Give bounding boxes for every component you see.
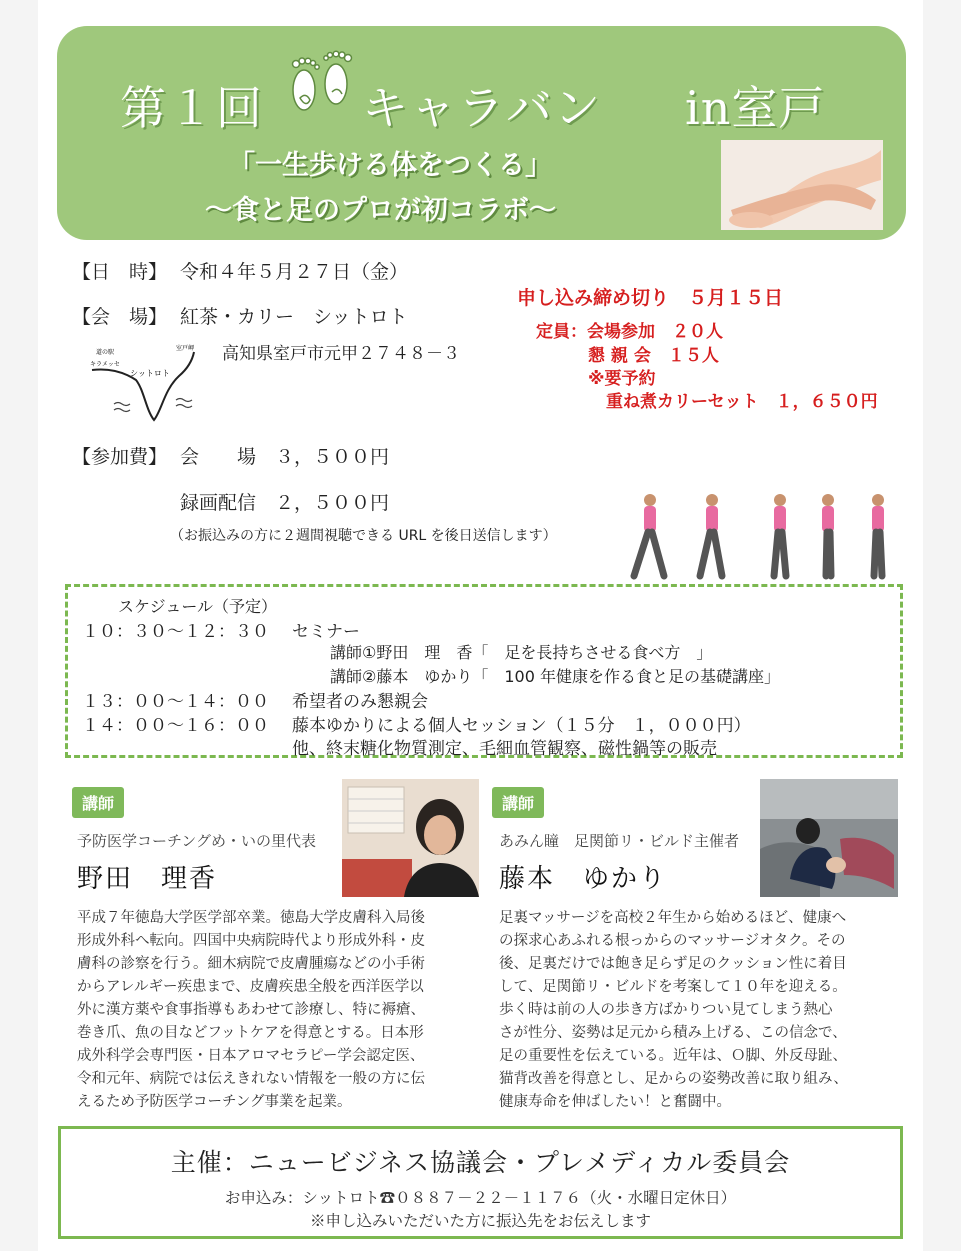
bio-line: 足の重要性を伝えている。近年は、Ｏ脚、外反母趾、 [499,1048,847,1064]
map-label-c: 室戸岬 [176,345,195,352]
lecturer-tag-1: 講師 [72,787,124,818]
organizer-box [58,1126,903,1239]
bio-line: 成外科学会専門医・日本アロマセラピー学会認定医、 [77,1048,425,1064]
bio-line: 外に漢方薬や食事指導もあわせて診療し、特に褥瘡、 [77,1002,425,1018]
bio-line: 歩く時は前の人の歩き方ばかりつい見てしまう熱心 [499,1002,833,1018]
lecturer-1-photo [342,779,479,897]
title-caravan: キャラバン [362,81,602,135]
bio-line: して、足関節リ・ビルドを考案して１０年を迎える。 [499,979,847,995]
subtitle-line-1: 「一生歩ける体をつくる」 [228,150,552,181]
schedule-heading: スケジュール（予定） [118,597,278,616]
bio-line: 後、足裏だけでは飽き足らず足のクッション性に着目 [499,956,847,972]
bio-line: 巻き爪、魚の目などフットケアを得意とする。日本形 [77,1025,424,1041]
capacity-party: 懇 親 会 １５人 [588,346,719,366]
fee-note: （お振込みの方に２週間視聴できる URL を後日送信します） [170,528,557,544]
bio-line: 令和元年、病院では伝えきれない情報を一般の方に伝 [77,1071,425,1087]
title-location: in室戸 [685,81,826,135]
bio-line: からアレルギー疾患まで、皮膚疾患全般を西洋医学以 [77,979,424,995]
bio-line: 足裏マッサージを高校２年生から始めるほど、健康へ [499,910,847,926]
bio-line: 形成外科へ転向。四国中央病院時代より形成外科・皮 [77,933,425,949]
contact-line: お申込み：シットロト☎０８８７－２２－１１７６（火・水曜日定休日） [224,1189,737,1207]
venue-label: 【会 場】 [72,306,168,328]
venue-value: 紅茶・カリー シットロト [180,306,408,328]
schedule-time-2: １３：００～１４：００ [82,692,269,712]
map-label-a: 道の駅 [96,349,115,356]
bio-line: の探求心あふれる根っからのマッサージオタク。その [499,933,846,949]
lecturer-1-bio [77,907,425,1114]
lecturer-1-role: 予防医学コーチングめ・いの里代表 [77,832,316,850]
curry-set-price: 重ね煮カリーセット １，６５０円 [606,392,878,412]
bio-line: 猫背改善を得意とし、足からの姿勢改善に取り組み、 [499,1071,848,1087]
schedule-lecturer-2: 講師②藤本 ゆかり「 100 年健康を作る食と足の基礎講座」 [330,667,780,686]
schedule-time-1: １０：３０～１２：３０ [82,622,269,642]
bio-line: えるため予防医学コーチング事業を起業。 [77,1094,352,1110]
schedule-item-1: セミナー [292,622,360,642]
subtitle-line-2: ～食と足のプロが初コラボ～ [205,195,556,226]
venue-map [84,340,206,424]
map-label-b: キラメッセ [90,361,120,368]
lecturer-2-name: 藤本 ゆかり [499,864,668,894]
lecturer-2-bio [499,907,848,1114]
deadline-text: 申し込み締め切り ５月１５日 [517,287,784,309]
bio-line: 膚科の診察を行う。細木病院で皮膚腫瘍などの小手術 [77,956,425,972]
walking-figures [612,490,910,585]
schedule-item-2: 希望者のみ懇親会 [292,692,428,712]
schedule-item-3: 藤本ゆかりによる個人セッション（１５分 １，０００円） [292,716,751,736]
capacity-venue: 定員：会場参加 ２０人 [536,322,723,342]
fee-venue: 会 場 ３，５００円 [180,446,390,468]
legs-photo [721,140,883,230]
title-number: 第１回 [120,81,264,135]
map-label-d: シットロト [130,369,170,378]
date-label: 【日 時】 [72,261,168,283]
lecturer-tag-2: 講師 [492,787,544,818]
schedule-lecturer-1: 講師①野田 理 香「 足を長持ちさせる食べ方 」 [330,643,713,662]
bio-line: 平成７年徳島大学医学部卒業。徳島大学皮膚科入局後 [77,910,425,926]
footprint-icon [282,50,360,128]
fee-label: 【参加費】 [72,446,168,468]
organizer-title: 主催：ニュービジネス協議会・プレメディカル委員会 [170,1148,791,1177]
bio-line: 健康寿命を伸ばしたい！と奮闘中。 [499,1094,731,1110]
schedule-item-3-extra: 他、終末糖化物質測定、毛細血管観察、磁性鍋等の販売 [292,739,717,759]
lecturer-2-photo [760,779,898,897]
lecturer-2-role: あみん瞳 足関節リ・ビルド主催者 [499,832,740,850]
date-value: 令和４年５月２７日（金） [180,261,409,283]
reservation-note: ※要予約 [588,369,656,389]
schedule-time-3: １４：００～１６：００ [82,716,269,736]
lecturer-1-name: 野田 理香 [77,864,218,894]
payment-note: ※申し込みいただいた方に振込先をお伝えします [309,1212,651,1230]
venue-address: 高知県室戸市元甲２７４８－３ [222,344,460,364]
fee-video: 録画配信 ２，５００円 [180,492,390,514]
bio-line: さが性分、姿勢は足元から積み上げる、この信念で、 [499,1025,847,1041]
